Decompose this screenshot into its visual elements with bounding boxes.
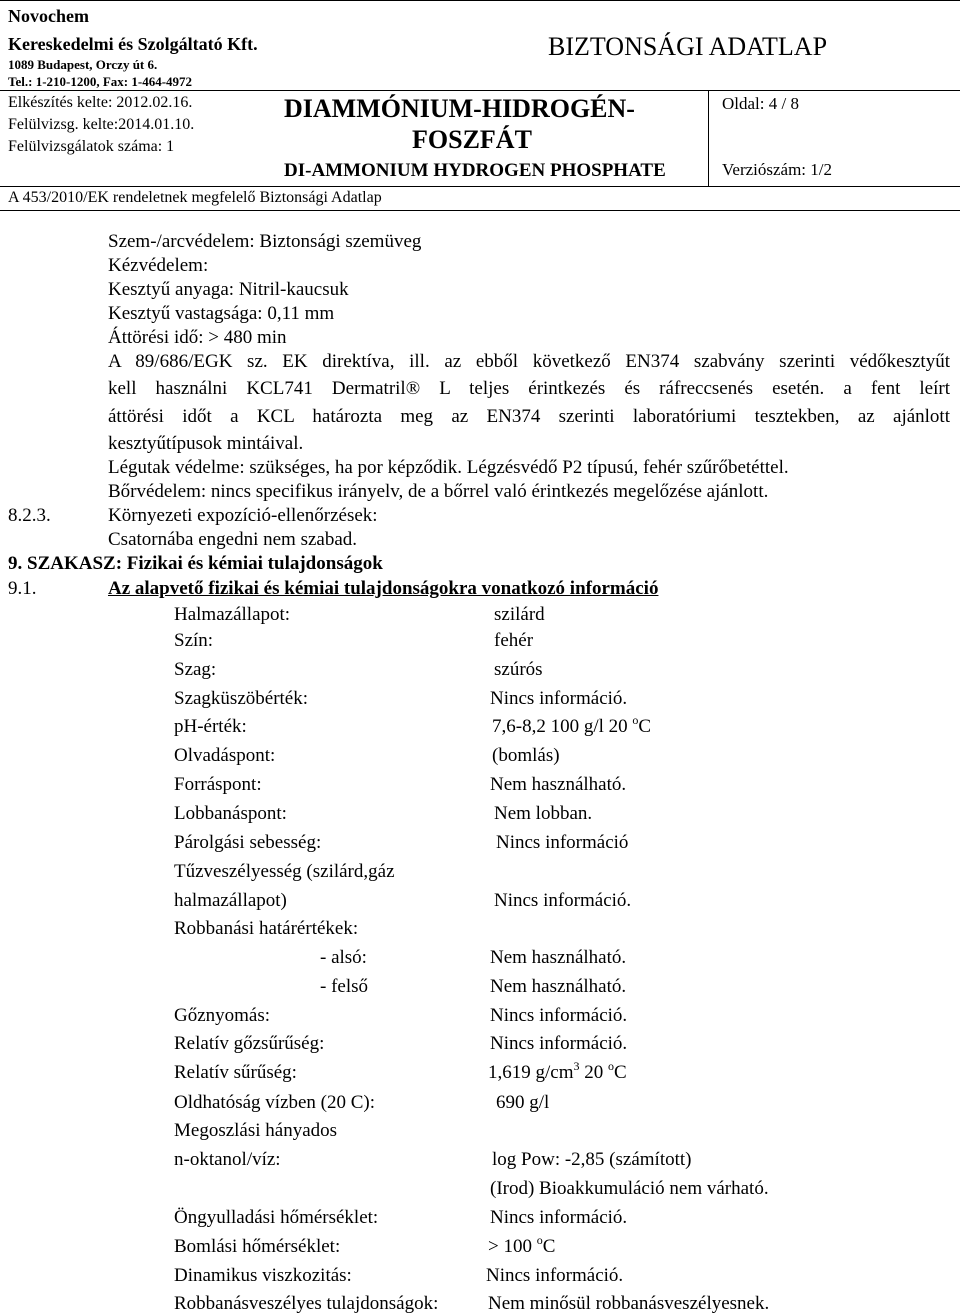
prop-label-odor-threshold: Szagküszöbérték: xyxy=(174,688,309,709)
prop-label-melting-point: Olvadáspont: xyxy=(174,745,276,766)
prop-label-solubility: Oldhatóság vízben (20 C): xyxy=(174,1092,376,1113)
company-address: 1089 Budapest, Orczy út 6. xyxy=(8,57,158,72)
company-contact: Tel.: 1-210-1200, Fax: 1-464-4972 xyxy=(8,74,193,89)
prop-label-viscosity: Dinamikus viszkozitás: xyxy=(174,1265,352,1286)
creation-date: Elkészítés kelte: 2012.02.16. xyxy=(8,94,193,111)
prop-label-ph: pH-érték: xyxy=(174,716,247,737)
prop-label-decomposition: Bomlási hőmérséklet: xyxy=(174,1236,341,1257)
eye-protection: Szem-/arcvédelem: Biztonsági szemüveg xyxy=(108,231,422,252)
header-divider xyxy=(708,90,709,186)
document-header xyxy=(0,0,960,212)
page-number: Oldal: 4 / 8 xyxy=(722,94,799,113)
prop-value-vapor-density: Nincs információ. xyxy=(490,1033,628,1054)
glove-thickness: Kesztyű vastagsága: 0,11 mm xyxy=(108,303,335,324)
density-cubic-sup: 3 xyxy=(573,1059,580,1073)
prop-value-solubility: 690 g/l xyxy=(496,1092,550,1113)
decomp-degree-sup: o xyxy=(536,1233,543,1247)
glove-paragraph-line3: áttörési időt a KCL határozta meg az EN374 szerinti laboratóriumi tesztekben, az ajánlott xyxy=(108,406,950,427)
prop-value-partition: log Pow: -2,85 (számított) xyxy=(492,1149,692,1170)
prop-label-explosion-limits: Robbanási határértékek: xyxy=(174,918,359,939)
header-bottom-rule xyxy=(0,210,960,211)
company-name: Novochem xyxy=(8,6,89,26)
prop-label-relative-density: Relatív sűrűség: xyxy=(174,1062,297,1083)
prop-value-boiling-point: Nem használható. xyxy=(490,774,627,795)
prop-value-explosive-properties: Nem minősül robbanásveszélyesnek. xyxy=(488,1293,770,1314)
prop-label-flammability-line2: halmazállapot) xyxy=(174,890,287,911)
prop-label-autoignition: Öngyulladási hőmérséklet: xyxy=(174,1207,379,1228)
ph-value-text: 7,6-8,2 100 g/l 20 xyxy=(492,716,633,737)
ph-unit: C xyxy=(638,716,652,737)
revision-date: Felülvizsg. kelte:2014.01.10. xyxy=(8,116,195,133)
prop-value-flammability: Nincs információ. xyxy=(494,890,632,911)
product-name-english: DI-AMMONIUM HYDROGEN PHOSPHATE xyxy=(284,160,666,181)
subsection-9-1-title: Az alapvető fizikai és kémiai tulajdonságokra vonatkozó információ xyxy=(108,578,659,599)
decomp-value: > 100 xyxy=(488,1236,537,1257)
prop-value-bioaccumulation: (Irod) Bioakkumuláció nem várható. xyxy=(490,1178,769,1199)
prop-label-upper-limit: - felső xyxy=(320,976,369,997)
product-name-line1: DIAMMÓNIUM-HIDROGÉN- xyxy=(284,94,635,123)
header-rule-2 xyxy=(0,186,960,187)
prop-value-odor-threshold: Nincs információ. xyxy=(490,688,628,709)
prop-label-explosive-properties: Robbanásveszélyes tulajdonságok: xyxy=(174,1293,439,1314)
prop-value-vapor-pressure: Nincs információ. xyxy=(490,1005,628,1026)
prop-value-relative-density xyxy=(488,1059,627,1084)
prop-label-evaporation-rate: Párolgási sebesség: xyxy=(174,832,322,853)
revision-count: Felülvizsgálatok száma: 1 xyxy=(8,138,175,155)
glove-paragraph-line1: A 89/686/EGK sz. EK direktíva, ill. az ebből következő EN374 szabvány szerinti védőkesztyűt xyxy=(108,351,950,372)
section-9-title: 9. SZAKASZ: Fizikai és kémiai tulajdonságok xyxy=(8,553,383,574)
prop-label-flash-point: Lobbanáspont: xyxy=(174,803,287,824)
prop-label-vapor-pressure: Gőznyomás: xyxy=(174,1005,271,1026)
prop-label-lower-limit: - alsó: xyxy=(320,947,367,968)
decomp-unit: C xyxy=(542,1236,556,1257)
density-unit: C xyxy=(614,1062,627,1083)
prop-value-ph xyxy=(492,713,652,738)
prop-value-flash-point: Nem lobban. xyxy=(494,803,593,824)
product-name-line2: FOSZFÁT xyxy=(412,125,532,154)
prop-label-partition-line1: Megoszlási hányados xyxy=(174,1120,338,1141)
prop-label-physical-state: Halmazállapot: xyxy=(174,604,291,625)
prop-value-upper-limit: Nem használható. xyxy=(490,976,627,997)
prop-label-partition-line2: n-oktanol/víz: xyxy=(174,1149,281,1170)
density-degree-sup: o xyxy=(608,1059,614,1073)
env-exposure-title: Környezeti expozíció-ellenőrzések: xyxy=(108,505,378,526)
subsection-9-1-number: 9.1. xyxy=(8,578,37,599)
prop-label-flammability-line1: Tűzveszélyesség (szilárd,gáz xyxy=(174,861,395,882)
regulation-note: A 453/2010/EK rendeletnek megfelelő Biztonsági Adatlap xyxy=(8,189,382,206)
breakthrough-time: Áttörési idő: > 480 min xyxy=(108,327,287,348)
document-title: BIZTONSÁGI ADATLAP xyxy=(548,32,828,61)
glove-paragraph-line4: kesztyűtípusok mintáival. xyxy=(108,433,304,454)
skin-protection: Bőrvédelem: nincs specifikus irányelv, de a bőrrel való érintkezés megelőzése ajánlott. xyxy=(108,481,769,502)
header-top-rule xyxy=(0,0,960,1)
prop-value-viscosity: Nincs információ. xyxy=(486,1265,624,1286)
glove-paragraph-line2: kell használni KCL741 Dermatril® L teljes érintkezés és ráfreccsenés esetén. a fent leírt xyxy=(108,378,950,399)
header-rule-1 xyxy=(0,90,960,91)
density-value: 1,619 g/cm xyxy=(488,1062,574,1083)
prop-label-color: Szín: xyxy=(174,630,214,651)
density-temp: 20 xyxy=(579,1062,608,1083)
prop-value-lower-limit: Nem használható. xyxy=(490,947,627,968)
prop-value-decomposition xyxy=(488,1233,556,1258)
prop-value-color: fehér xyxy=(494,630,534,651)
prop-value-autoignition: Nincs információ. xyxy=(490,1207,628,1228)
version-number: Verziószám: 1/2 xyxy=(722,160,832,179)
prop-label-vapor-density: Relatív gőzsűrűség: xyxy=(174,1033,325,1054)
prop-label-boiling-point: Forráspont: xyxy=(174,774,262,795)
hand-protection: Kézvédelem: xyxy=(108,255,209,276)
prop-value-physical-state: szilárd xyxy=(494,604,545,625)
company-full-name: Kereskedelmi és Szolgáltató Kft. xyxy=(8,34,258,54)
respiratory-protection: Légutak védelme: szükséges, ha por képződik. Légzésvédő P2 típusú, fehér szűrőbetéttel. xyxy=(108,457,789,478)
ph-degree-sup: o xyxy=(632,713,639,727)
prop-value-evaporation-rate: Nincs információ xyxy=(496,832,629,853)
env-exposure-text: Csatornába engedni nem szabad. xyxy=(108,529,358,550)
prop-label-odor: Szag: xyxy=(174,659,217,680)
prop-value-odor: szúrós xyxy=(494,659,543,680)
env-exposure-number: 8.2.3. xyxy=(8,505,51,526)
glove-material: Kesztyű anyaga: Nitril-kaucsuk xyxy=(108,279,349,300)
prop-value-melting-point: (bomlás) xyxy=(492,745,560,766)
